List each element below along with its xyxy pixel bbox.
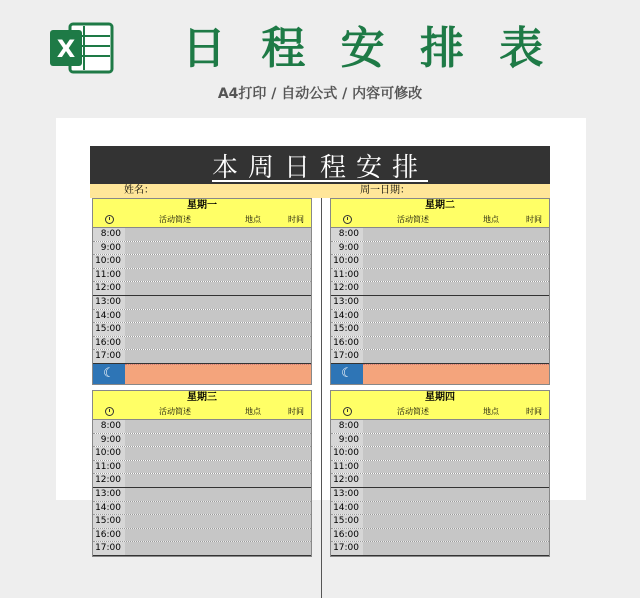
day-panel-wednesday [92, 390, 312, 557]
col-place: 地点 [245, 215, 261, 224]
day-panel-thursday [330, 390, 550, 557]
clock-icon [105, 407, 114, 416]
time-label: 10:00 [331, 255, 363, 268]
activity-cell[interactable] [363, 515, 549, 528]
time-label: 11:00 [93, 461, 125, 474]
activity-cell[interactable] [363, 282, 549, 295]
day-panel-monday [92, 198, 312, 385]
time-slot-row[interactable] [331, 461, 549, 475]
activity-cell[interactable] [125, 228, 311, 241]
activity-cell[interactable] [125, 269, 311, 282]
time-label: 11:00 [331, 461, 363, 474]
time-slot-row[interactable] [331, 420, 549, 434]
column-header [331, 213, 549, 228]
time-slot-row[interactable] [331, 529, 549, 543]
time-label: 15:00 [93, 323, 125, 336]
col-desc: 活动简述 [397, 215, 429, 224]
activity-cell[interactable] [125, 434, 311, 447]
activity-cell[interactable] [363, 488, 549, 501]
time-slot-row[interactable] [331, 502, 549, 516]
col-place: 地点 [483, 407, 499, 416]
time-slot-row[interactable] [93, 502, 311, 516]
time-label: 17:00 [93, 542, 125, 555]
activity-cell[interactable] [363, 502, 549, 515]
activity-cell[interactable] [363, 337, 549, 350]
time-label: 14:00 [93, 310, 125, 323]
time-slot-row[interactable] [93, 447, 311, 461]
time-slot-row[interactable] [93, 296, 311, 310]
time-label: 11:00 [93, 269, 125, 282]
activity-cell[interactable] [363, 434, 549, 447]
col-desc: 活动简述 [159, 215, 191, 224]
time-slot-row[interactable] [93, 310, 311, 324]
activity-cell[interactable] [363, 461, 549, 474]
schedule-sheet [90, 146, 550, 554]
evening-cell[interactable] [363, 364, 549, 384]
time-label: 16:00 [93, 337, 125, 350]
time-label: 10:00 [93, 447, 125, 460]
time-label: 15:00 [331, 323, 363, 336]
sheet-title: 本周日程安排 [211, 152, 428, 183]
time-slot-row[interactable] [331, 515, 549, 529]
time-slot-row[interactable] [331, 269, 549, 283]
time-label: 9:00 [93, 242, 125, 255]
activity-cell[interactable] [363, 310, 549, 323]
activity-cell[interactable] [125, 420, 311, 433]
activity-cell[interactable] [363, 228, 549, 241]
sheet-header [90, 146, 550, 184]
time-slot-row[interactable] [331, 488, 549, 502]
time-slot-row[interactable] [93, 255, 311, 269]
time-slot-row[interactable] [331, 296, 549, 310]
time-label: 16:00 [331, 529, 363, 542]
time-label: 16:00 [331, 337, 363, 350]
time-label: 8:00 [93, 420, 125, 433]
time-slot-row[interactable] [93, 420, 311, 434]
time-label: 8:00 [93, 228, 125, 241]
col-time: 时间 [288, 407, 304, 416]
col-desc: 活动简述 [397, 407, 429, 416]
time-slot-row[interactable] [331, 447, 549, 461]
time-slot-row[interactable] [93, 323, 311, 337]
page-subtitle: A4打印 / 自动公式 / 内容可修改 [217, 86, 423, 102]
activity-cell[interactable] [125, 323, 311, 336]
time-label: 8:00 [331, 228, 363, 241]
activity-cell[interactable] [363, 474, 549, 487]
time-slot-row[interactable] [331, 310, 549, 324]
time-label: 10:00 [331, 447, 363, 460]
evening-row[interactable] [93, 364, 311, 384]
activity-cell[interactable] [125, 461, 311, 474]
col-time: 时间 [288, 215, 304, 224]
time-slot-row[interactable] [93, 242, 311, 256]
col-time: 时间 [526, 215, 542, 224]
day-label: 星期二 [331, 199, 549, 213]
time-label: 8:00 [331, 420, 363, 433]
moon-icon: ☾ [103, 366, 115, 382]
day-label: 星期一 [93, 199, 311, 213]
time-slot-row[interactable] [93, 350, 311, 364]
activity-cell[interactable] [125, 255, 311, 268]
activity-cell[interactable] [125, 242, 311, 255]
time-slot-row[interactable] [93, 228, 311, 242]
time-slot-row[interactable] [331, 323, 549, 337]
activity-cell[interactable] [363, 323, 549, 336]
time-slot-row[interactable] [93, 337, 311, 351]
activity-cell[interactable] [363, 350, 549, 363]
clock-icon [105, 215, 114, 224]
excel-logo-letter: X [56, 35, 76, 63]
time-slot-row[interactable] [93, 529, 311, 543]
time-slot-row[interactable] [93, 515, 311, 529]
evening-cell[interactable] [125, 364, 311, 384]
activity-cell[interactable] [363, 269, 549, 282]
col-place: 地点 [245, 407, 261, 416]
activity-cell[interactable] [125, 488, 311, 501]
time-label: 12:00 [93, 282, 125, 295]
time-label: 13:00 [93, 296, 125, 309]
name-row [90, 184, 550, 198]
moon-icon: ☾ [341, 366, 353, 382]
time-label: 11:00 [331, 269, 363, 282]
time-slot-row[interactable] [331, 282, 549, 296]
time-slot-row[interactable] [93, 461, 311, 475]
activity-cell[interactable] [125, 282, 311, 295]
time-label: 9:00 [331, 242, 363, 255]
activity-cell[interactable] [363, 542, 549, 555]
time-slot-row[interactable] [93, 488, 311, 502]
activity-cell[interactable] [363, 255, 549, 268]
activity-cell[interactable] [125, 502, 311, 515]
day-label: 星期四 [331, 391, 549, 405]
time-slot-row[interactable] [331, 350, 549, 364]
clock-icon [343, 407, 352, 416]
time-label: 14:00 [93, 502, 125, 515]
time-slot-row[interactable] [93, 269, 311, 283]
activity-cell[interactable] [363, 529, 549, 542]
time-label: 13:00 [93, 488, 125, 501]
col-time: 时间 [526, 407, 542, 416]
panel-divider [321, 198, 322, 598]
time-label: 15:00 [331, 515, 363, 528]
day-panel-tuesday [330, 198, 550, 385]
time-label: 12:00 [331, 282, 363, 295]
col-desc: 活动简述 [159, 407, 191, 416]
time-label: 14:00 [331, 502, 363, 515]
time-slot-row[interactable] [93, 474, 311, 488]
activity-cell[interactable] [363, 447, 549, 460]
activity-cell[interactable] [363, 296, 549, 309]
time-slot-row[interactable] [331, 474, 549, 488]
time-label: 12:00 [331, 474, 363, 487]
time-label: 14:00 [331, 310, 363, 323]
time-slot-row[interactable] [331, 337, 549, 351]
name-label: 姓名： [124, 185, 154, 196]
activity-cell[interactable] [125, 310, 311, 323]
activity-cell[interactable] [363, 242, 549, 255]
time-label: 9:00 [93, 434, 125, 447]
time-label: 12:00 [93, 474, 125, 487]
sheet-preview [56, 118, 586, 554]
time-label: 17:00 [331, 350, 363, 363]
activity-cell[interactable] [125, 447, 311, 460]
activity-cell[interactable] [363, 420, 549, 433]
time-label: 16:00 [93, 529, 125, 542]
week-date-label: 周一日期： [360, 185, 410, 196]
day-label: 星期三 [93, 391, 311, 405]
page-title: 日 程 安 排 表 [182, 23, 554, 74]
time-slot-row[interactable] [93, 542, 311, 556]
time-slot-row[interactable] [331, 242, 549, 256]
activity-cell[interactable] [125, 337, 311, 350]
time-label: 9:00 [331, 434, 363, 447]
evening-row[interactable] [331, 364, 549, 384]
time-slot-row[interactable] [93, 434, 311, 448]
time-slot-row[interactable] [93, 282, 311, 296]
time-label: 10:00 [93, 255, 125, 268]
column-header [93, 213, 311, 228]
column-header [331, 405, 549, 420]
column-header [93, 405, 311, 420]
activity-cell[interactable] [125, 296, 311, 309]
clock-icon [343, 215, 352, 224]
time-slot-row[interactable] [331, 542, 549, 556]
activity-cell[interactable] [125, 350, 311, 363]
time-slot-row[interactable] [331, 228, 549, 242]
time-label: 17:00 [331, 542, 363, 555]
time-slot-row[interactable] [331, 255, 549, 269]
col-place: 地点 [483, 215, 499, 224]
time-label: 13:00 [331, 296, 363, 309]
time-label: 17:00 [93, 350, 125, 363]
activity-cell[interactable] [125, 515, 311, 528]
time-label: 15:00 [93, 515, 125, 528]
time-label: 13:00 [331, 488, 363, 501]
time-slot-row[interactable] [331, 434, 549, 448]
activity-cell[interactable] [125, 542, 311, 555]
excel-icon [48, 22, 114, 74]
activity-cell[interactable] [125, 529, 311, 542]
activity-cell[interactable] [125, 474, 311, 487]
banner [0, 0, 640, 118]
